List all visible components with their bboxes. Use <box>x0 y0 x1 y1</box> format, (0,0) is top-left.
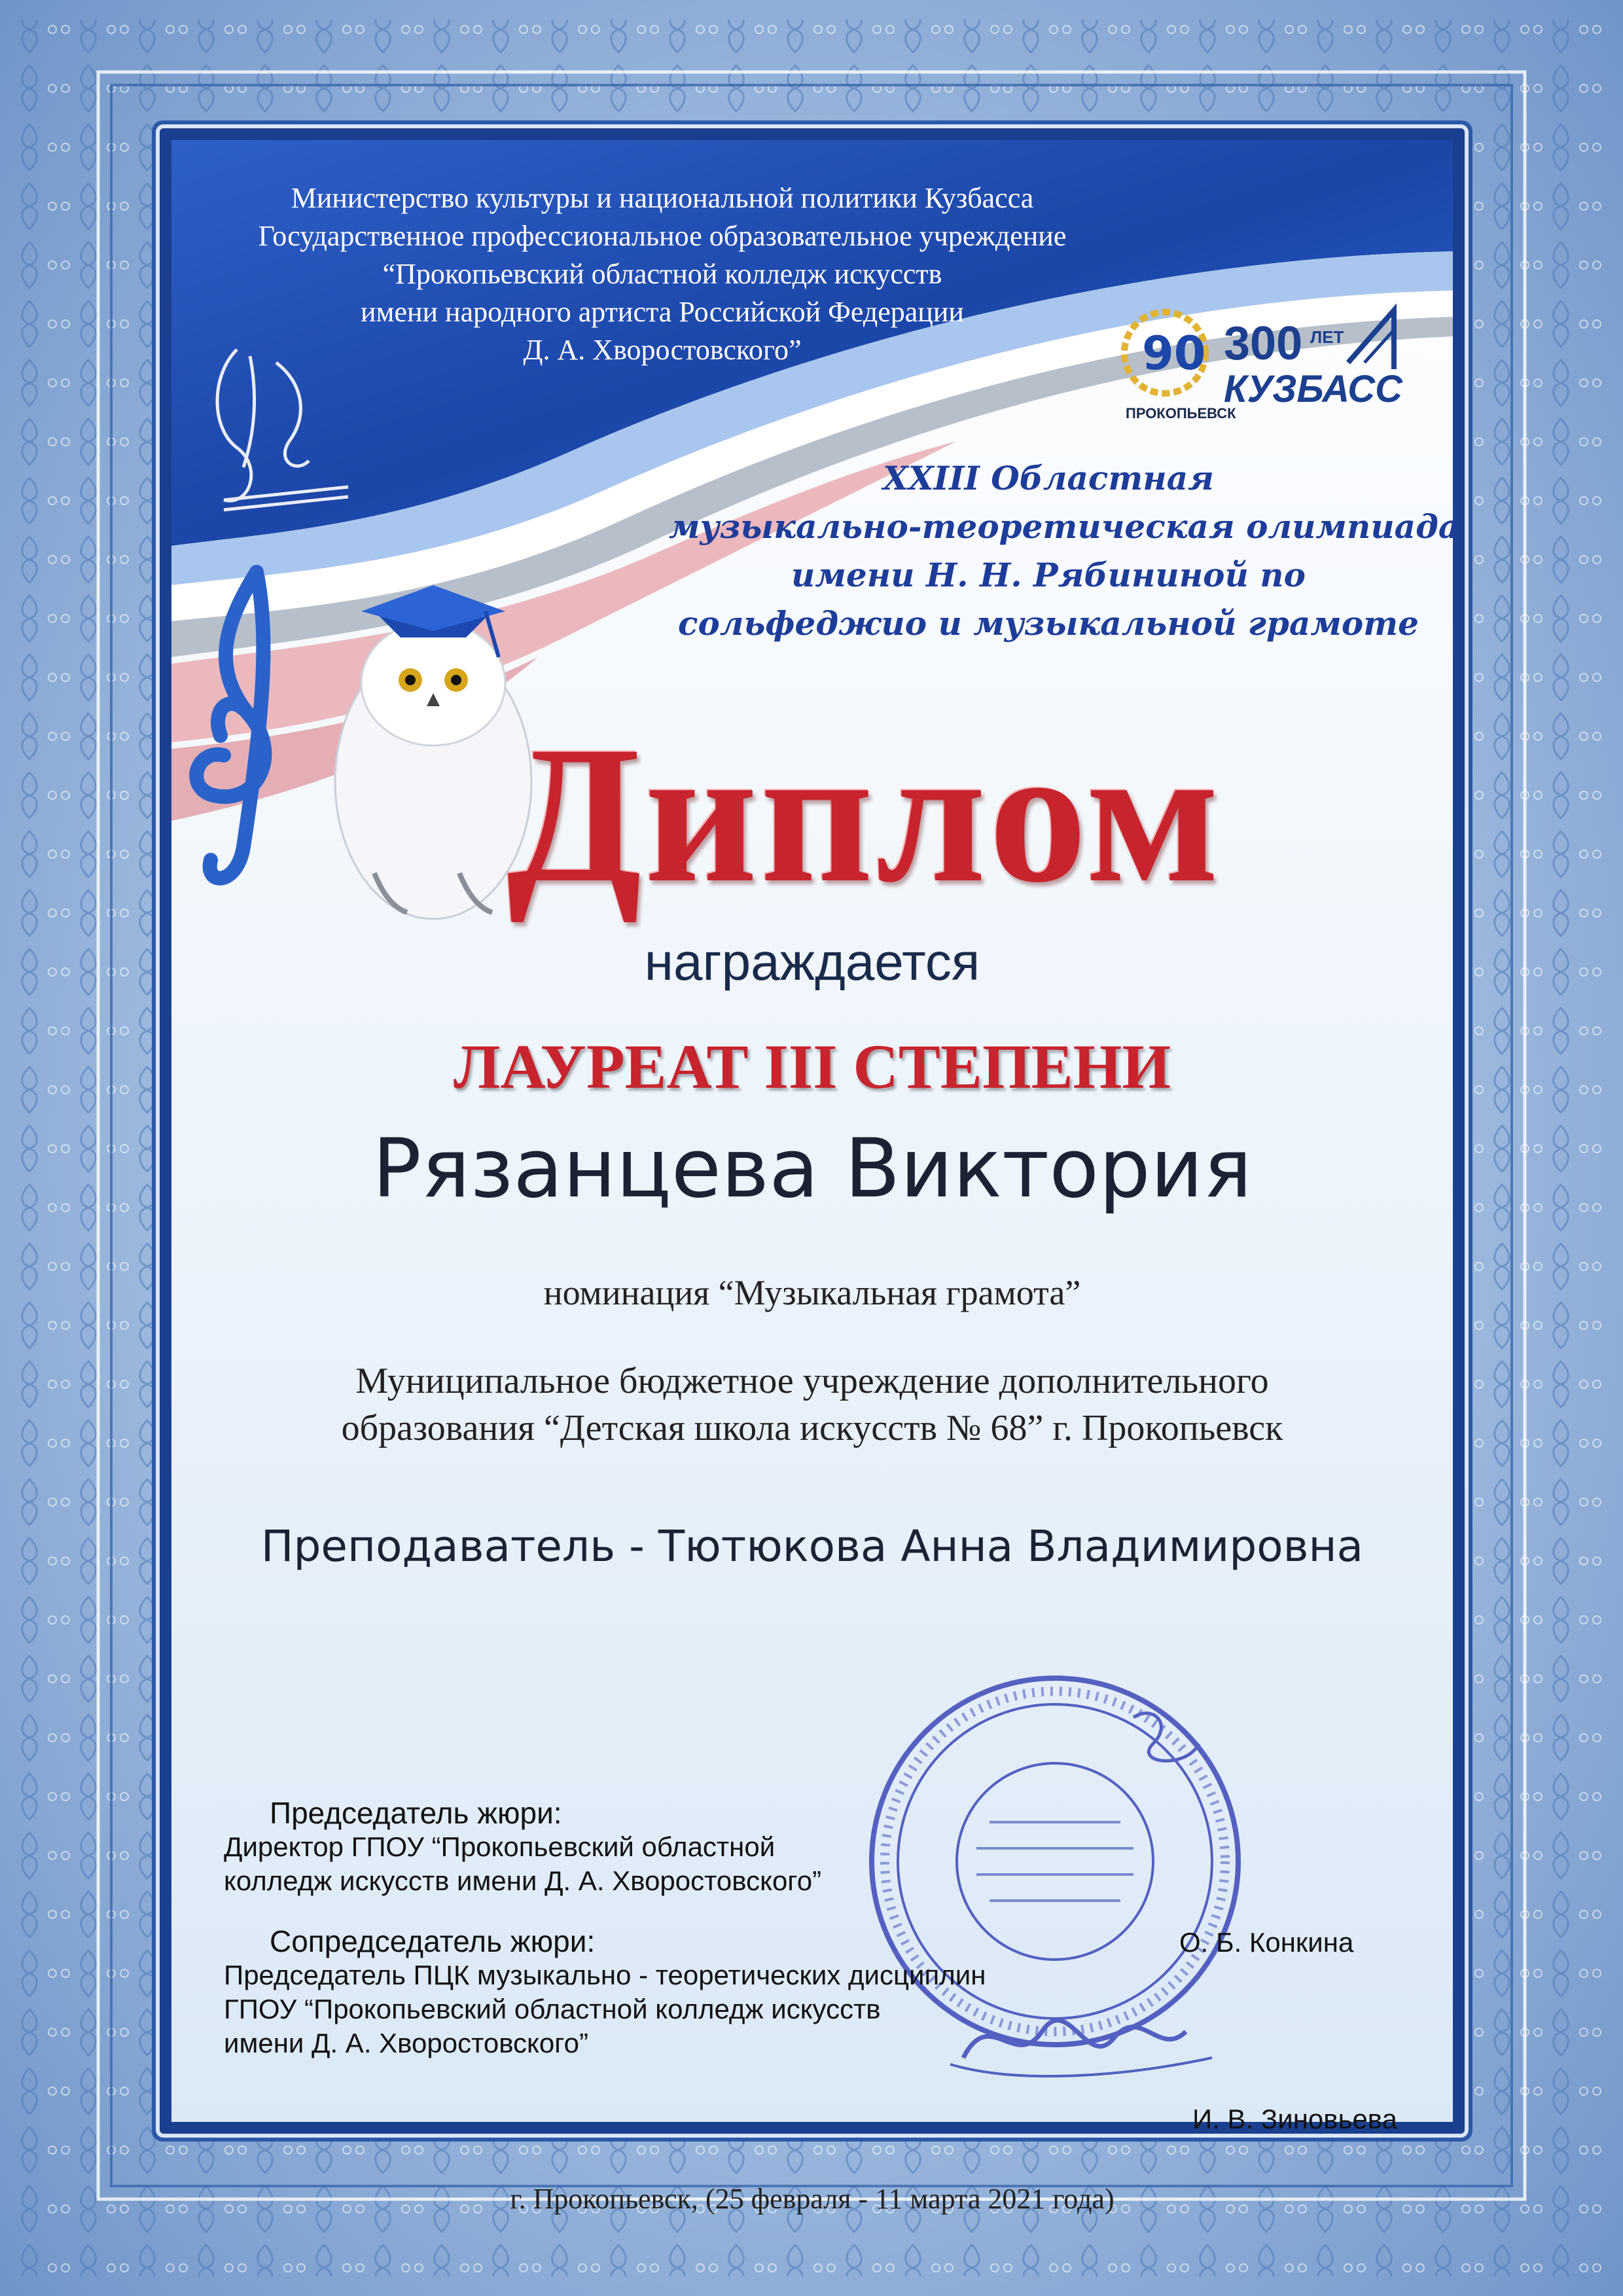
jury-cochair-line: имени Д. А. Хворостовского” <box>224 2028 588 2058</box>
ministry-header <box>171 179 1153 369</box>
anniversary-logos <box>1106 297 1414 428</box>
prokopyevsk-90-logo <box>1124 312 1236 422</box>
laureate-degree: ЛАУРЕАТ III СТЕПЕНИ <box>454 1031 1171 1102</box>
diploma-title: Диплом <box>507 706 1222 923</box>
logo-300-text: 300 <box>1224 317 1303 370</box>
awarded-text: награждается <box>644 933 980 991</box>
nomination-text: номинация “Музыкальная грамота” <box>543 1273 1081 1312</box>
ministry-line: Министерство культуры и национальной политики Кузбасса <box>291 182 1034 214</box>
jury-cochair-heading: Сопредседатель жюри: <box>270 1924 596 1958</box>
logo-90-text: 90 <box>1142 327 1206 380</box>
logo-kuzbass-text: КУЗБАСС <box>1224 368 1403 410</box>
school-name <box>171 1357 1453 1452</box>
olympiad-line: музыкально-теоретическая олимпиада <box>669 507 1460 546</box>
olympiad-title <box>669 454 1460 648</box>
jury-cochair-line: ГПОУ “Прокопьевский областной колледж искусств <box>224 1994 881 2024</box>
ministry-line: имени народного артиста Российской Федерации <box>361 296 964 328</box>
recipient-name: Рязанцева Виктория <box>372 1122 1253 1216</box>
ministry-line: Государственное профессиональное образовательное учреждение <box>258 220 1067 252</box>
jury-chair-heading: Председатель жюри: <box>270 1796 562 1830</box>
jury-block <box>224 1796 1271 2060</box>
ministry-line: “Прокопьевский областной колледж искусств <box>382 258 942 290</box>
jury-chair-line: колледж искусств имени Д. А. Хворостовского” <box>224 1865 822 1896</box>
certificate-content <box>171 140 1460 2215</box>
place-and-date: г. Прокопьевск, (25 февраля - 11 марта 2021 года) <box>510 2183 1115 2215</box>
olympiad-line: имени Н. Н. Рябининой по <box>791 556 1306 594</box>
logo-city-text: ПРОКОПЬЕВСК <box>1126 405 1236 422</box>
school-line: Муниципальное бюджетное учреждение дополнительного <box>355 1361 1269 1401</box>
teacher-name: Преподаватель - Тютюкова Анна Владимировна <box>260 1521 1364 1571</box>
jury-chair-name: О. Б. Конкина <box>1179 1927 1354 1958</box>
ministry-line: Д. А. Хворостовского” <box>523 334 802 366</box>
jury-cochair-name: И. В. Зиновьева <box>1192 2104 1398 2134</box>
kuzbass-300-logo <box>1224 310 1403 410</box>
jury-cochair-line: Председатель ПЦК музыкально - теоретических дисциплин <box>224 1960 986 1990</box>
jury-chair-line: Директор ГПОУ “Прокопьевский областной <box>224 1831 776 1862</box>
logo-let-text: ЛЕТ <box>1310 327 1344 347</box>
olympiad-line: сольфеджио и музыкальной грамоте <box>678 604 1419 643</box>
olympiad-line: XXIII Областная <box>883 459 1214 497</box>
school-line: образования “Детская школа искусств № 68” г. Прокопьевск <box>341 1408 1283 1448</box>
